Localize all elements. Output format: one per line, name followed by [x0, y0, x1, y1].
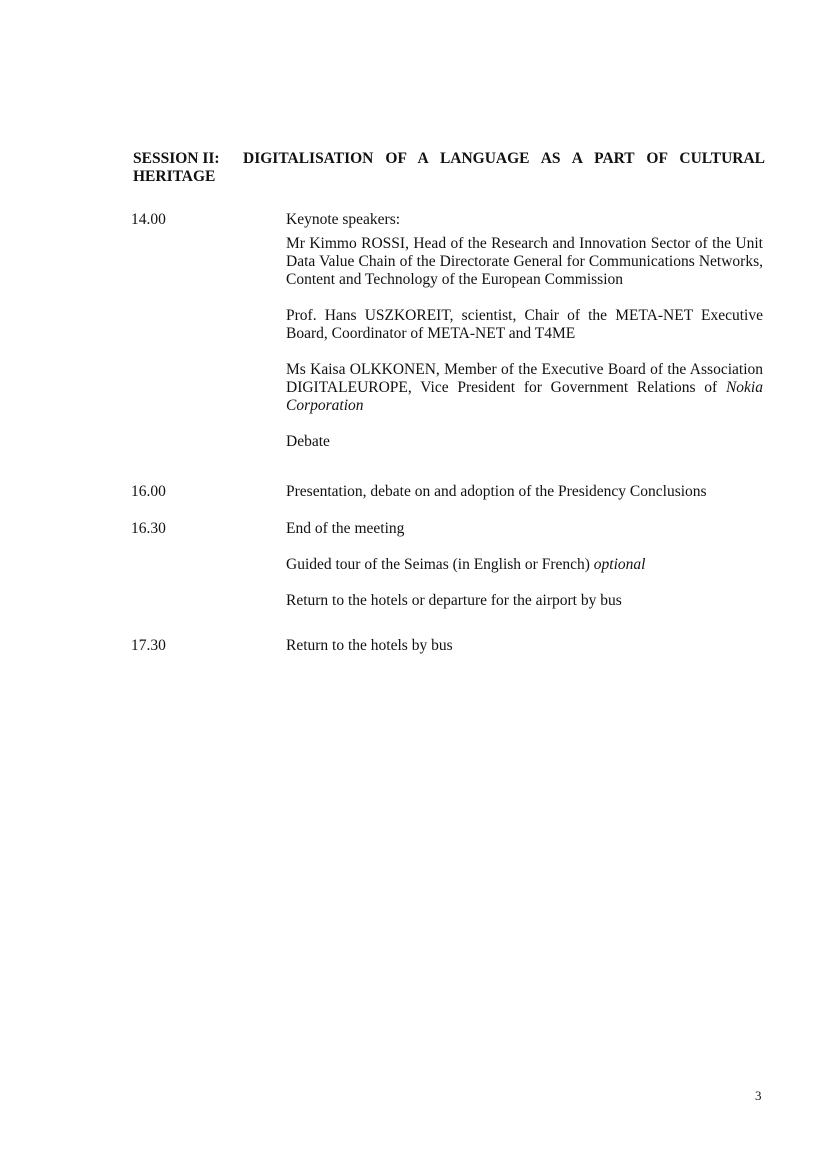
- speaker-olkkonen-text: Ms Kaisa OLKKONEN, Member of the Executive Board of the Association DIGITALEUROPE, Vice President for Government Relations of: [286, 361, 763, 396]
- time-1730: 17.30: [131, 637, 166, 654]
- speaker-olkkonen: [286, 361, 763, 415]
- time-1600: 16.00: [131, 483, 166, 500]
- speaker-uszkoreit: Prof. Hans USZKOREIT, scientist, Chair of the META-NET Executive Board, Coordinator of META-NET and T4ME: [286, 307, 763, 342]
- session-label: SESSION II:: [133, 150, 220, 167]
- guided-tour: [286, 556, 763, 574]
- end-of-meeting: End of the meeting: [286, 520, 405, 537]
- time-1630: 16.30: [131, 520, 166, 537]
- session-title-line1: DIGITALISATION OF A LANGUAGE AS A PART OF CULTURAL: [243, 150, 765, 167]
- speaker-rossi: Mr Kimmo ROSSI, Head of the Research and Innovation Sector of the Unit Data Value Chain of the Directorate General for Communications Networks, Content and Technology of the European Commission: [286, 235, 763, 288]
- presidency-conclusions: Presentation, debate on and adoption of the Presidency Conclusions: [286, 483, 707, 500]
- speaker-olkkonen-org: Nokia Corporation: [286, 379, 763, 414]
- agenda-item-1730: [286, 637, 763, 655]
- session-heading: [133, 150, 765, 186]
- keynote-heading: Keynote speakers:: [286, 211, 401, 228]
- agenda-item-1630: [286, 520, 763, 610]
- page-number: 3: [755, 1088, 762, 1103]
- guided-tour-optional: optional: [593, 556, 646, 573]
- return-to-hotels: Return to the hotels by bus: [286, 637, 453, 654]
- agenda-item-1600: [286, 483, 763, 501]
- debate-label: Debate: [286, 433, 330, 450]
- guided-tour-text: Guided tour of the Seimas (in English or French): [286, 556, 594, 573]
- time-1400: 14.00: [131, 211, 166, 228]
- agenda-item-1400: [286, 211, 763, 451]
- return-or-airport: Return to the hotels or departure for the airport by bus: [286, 592, 622, 609]
- session-title-line2: HERITAGE: [133, 168, 216, 185]
